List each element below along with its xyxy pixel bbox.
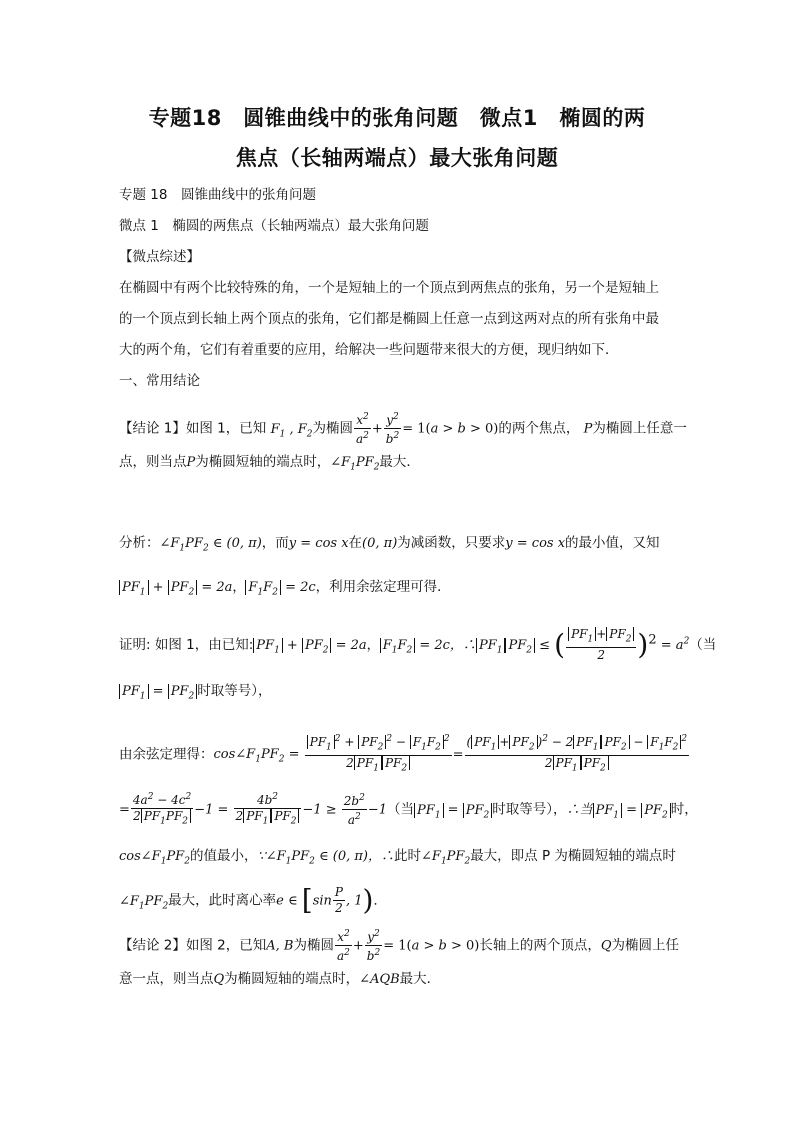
conclusion-2-line-1: 【结论 2】如图 2，已知A, B为椭圆 $\frac{x^2}{a^2}$ + $\frac{y^2}{b^2}$ = 1(a > b > 0)长轴上的两个顶点，Q为椭圆上任 [119, 929, 680, 963]
subtitle-point: 微点 1 椭圆的两焦点（长轴两端点）最大张角问题 [119, 218, 429, 234]
summary-line-1: 在椭圆中有两个比较特殊的角，一个是短轴上的一个顶点到两焦点的张角，另一个是短轴上 [119, 280, 659, 296]
summary-heading: 【微点综述】 [119, 249, 200, 265]
cosine-fraction-5: $\frac{2b^2}{a^2}$ [343, 793, 365, 828]
conclusion-2-tag: 【结论 2】 [119, 937, 186, 954]
ellipse-y-term: $\frac{y^2}{b^2}$ [385, 412, 400, 446]
section-heading: 一、常用结论 [119, 373, 200, 389]
cosine-fraction-1: $\frac{PF_1^2 + PF_2^2 - F_1F_2^2}{2 PF_1 PF_2}$ [305, 732, 452, 777]
analysis-line-1: 分析：$\angle F_1PF_2$ ∈ (0, π)，而y = cos x在(0, π)为减函数，只要求y = cos x的最小值，又知 [119, 535, 660, 554]
conclusion-1-tag: 【结论 1】 [119, 420, 186, 437]
page-title-line-1: 专题18 圆锥曲线中的张角问题 微点1 椭圆的两 [148, 106, 646, 130]
cosine-fraction-2: $\frac{( PF_1 + PF_2 )^2 - 2 PF_1 PF_2 - F_1F_2^2}{2 PF_1 PF_2}$ [466, 734, 688, 774]
proof-line-5: $\cos\angle F_1PF_2$的值最小，$\because\angle F_1PF_2$ ∈ (0, π)，∴此时$\angle F_1PF_2$最大，即点 P 为椭圆短轴的端点时 [119, 848, 676, 867]
cosine-fraction-4: $\frac{4b^2}{2 PF_1 PF_2}$ [234, 790, 302, 829]
cosine-fraction-3: $\frac{4a^2 - 4c^2}{2 PF_1PF_2}$ [132, 792, 192, 827]
amgm-fraction: $\frac{PF_1 + PF_2}{2}$ [566, 627, 636, 663]
ellipse-x-term: $\frac{x^2}{a^2}$ [356, 412, 369, 446]
angle-expression: $\angle F_1PF_2$ [330, 455, 380, 473]
proof-line-3: 由余弦定理得：$\cos\angle F_1PF_2$ = $\frac{PF_1^2 + PF_2^2 - F_1F_2^2}{2 PF_1 PF_2}$ = $\frac{( PF_1 + PF_2 )^2 - 2 PF_1 PF_2 - F_1F_2^2}{2 PF_1 PF_2}$ [119, 732, 690, 777]
proof-line-1: 证明: 如图 1，由已知: $PF_1 + PF_2 = 2a$， $F_1F_2 = 2c$，∴ $PF_1$ $PF_2$ ≤ ( $\frac{PF_1 + PF_2}{2}$ )$^2 = a^2$（当 [119, 627, 717, 663]
page-title-line-2: 焦点（长轴两端点）最大张角问题 [235, 146, 559, 170]
conclusion-1-line-2: 点，则当点P为椭圆短轴的端点时，$\angle F_1PF_2$最大． [119, 454, 420, 473]
proof-line-2: $PF_1 = PF_2$ 时取等号）， [119, 681, 271, 707]
summary-line-2: 的一个顶点到长轴上两个顶点的张角，它们都是椭圆上任意一点到这两对点的所有张角中最 [119, 311, 659, 327]
conclusion-1-line-1: 【结论 1】如图 1，已知 $F_1$ , $F_2$为椭圆 $\frac{x^2}{a^2}$ + $\frac{y^2}{b^2}$ = 1(a > b > 0)的两个焦点， P为椭圆上任意一 [119, 412, 687, 446]
analysis-line-2: $PF_1 + PF_2 = 2a$， $F_1F_2 = 2c$，利用余弦定理可得． [119, 577, 451, 603]
foci-label: $F_1$ , $F_2$ [270, 421, 313, 440]
conclusion-2-line-2: 意一点，则当点Q为椭圆短轴的端点时，∠AQB最大． [119, 971, 441, 987]
subtitle-topic: 专题 18 圆锥曲线中的张角问题 [119, 187, 316, 203]
proof-line-4: = $\frac{4a^2 - 4c^2}{2 PF_1PF_2}$ −1 = $\frac{4b^2}{2 PF_1 PF_2}$ −1 ≥ $\frac{2b^2}{a^2}$ −1（当 $PF_1 = PF_2$ 时取等号），∴当 $PF_1 = PF_2$ 时， [119, 790, 698, 829]
summary-line-3: 大的两个角，它们有着重要的应用，给解决一些问题带来很大的方便，现归纳如下． [119, 342, 619, 358]
proof-line-6: $\angle F_1PF_2$最大，此时离心率e ∈ [sin $\frac{P}{2}$ , 1)． [119, 883, 387, 917]
half-angle-fraction: $\frac{P}{2}$ [334, 885, 343, 915]
